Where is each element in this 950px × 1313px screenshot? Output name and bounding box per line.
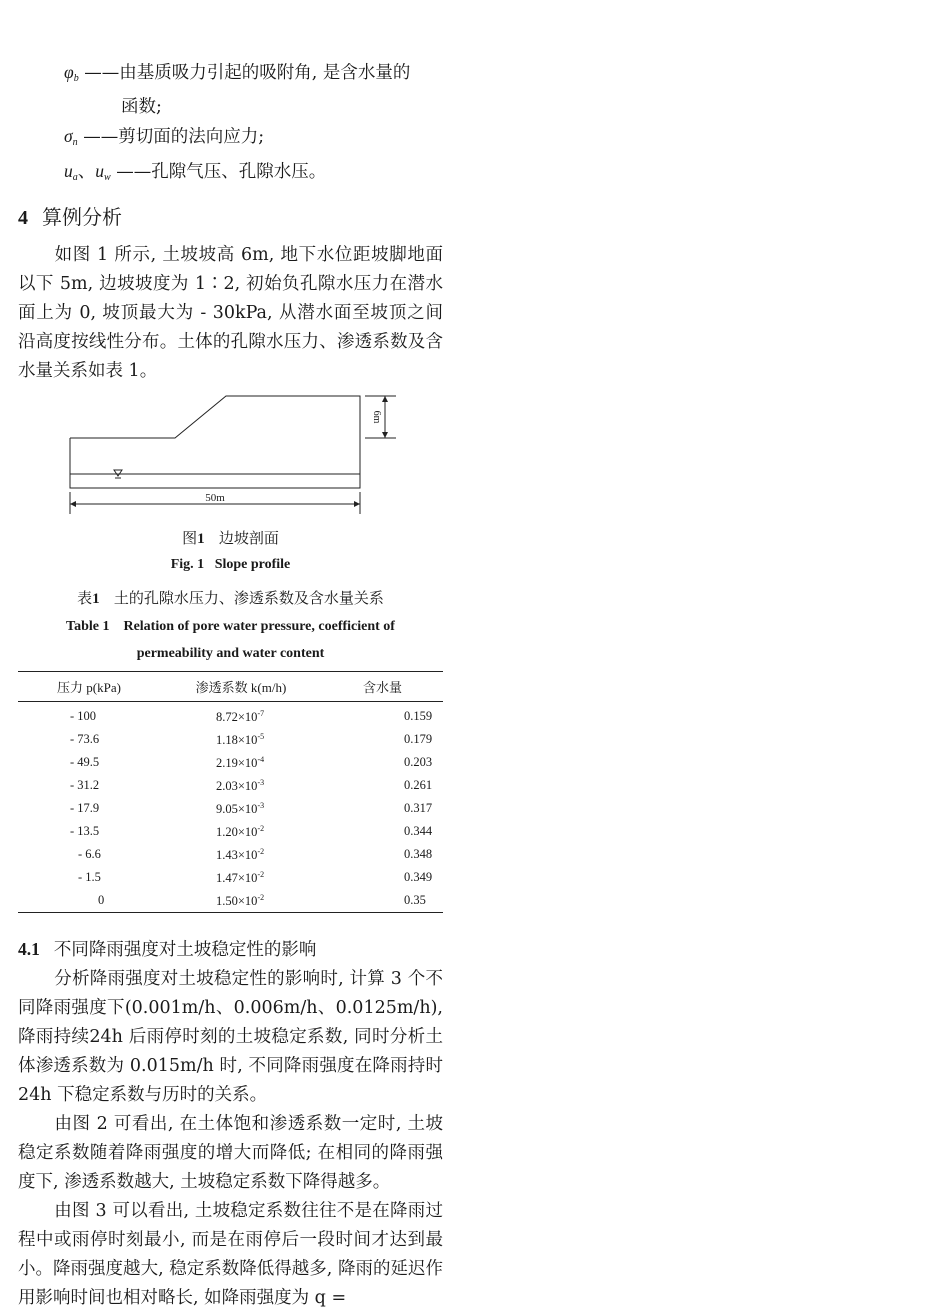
cell-pressure: - 73.6	[70, 732, 100, 746]
width-arrow-right	[354, 501, 360, 507]
symbol-sub-n: n	[72, 137, 78, 148]
width-arrow-left	[70, 501, 76, 507]
caption-text: 边坡剖面	[218, 529, 279, 547]
symbol-sigma: σ	[64, 126, 73, 146]
cell-permeability	[160, 889, 322, 913]
symbol-u: u	[64, 161, 73, 181]
cell-permeability	[160, 797, 322, 820]
table-caption-prefix: 表	[77, 589, 93, 607]
caption-number: 1	[197, 531, 205, 547]
table-row	[18, 751, 443, 774]
subsection-number: 4.1	[18, 939, 40, 959]
data-table	[18, 671, 443, 913]
slope-profile-diagram	[18, 394, 443, 519]
cell-k-mantissa: 8.72×10	[216, 709, 258, 724]
paragraph-41a-text: 分析降雨强度对土坡稳定性的影响时, 计算 3 个不同降雨强度下(0.001m/h、0.006m/h、0.0125m/h), 降雨持续24h 后雨停时刻的土坡稳定系数, 同时分析土体渗透系数为 0.015m/h 时, 不同降雨强度在降雨持时 24h 下稳定系数与历时的关系。	[18, 969, 443, 1105]
cell-k-exponent: -2	[257, 846, 265, 856]
paragraph-41c	[18, 1197, 443, 1313]
cell-water-content: 0.349	[404, 870, 433, 884]
cell-k-mantissa: 2.03×10	[216, 778, 258, 793]
figure-caption-en	[18, 552, 443, 578]
paragraph-41c-text: 由图 3 可以看出, 土坡稳定系数往往不是在降雨过程中或雨停时刻最小, 而是在雨停后一段时间才达到最小。降雨强度越大, 稳定系数降低得越多, 降雨的延迟作用影响时间也相对略长, 如降雨强度为 q =	[18, 1201, 443, 1308]
cell-permeability	[160, 774, 322, 797]
text-column	[18, 58, 443, 1313]
table-row	[18, 889, 443, 913]
cell-permeability	[160, 866, 322, 889]
cell-permeability	[160, 728, 322, 751]
cell-water-content: 0.35	[322, 889, 443, 913]
table-caption-cn	[18, 584, 443, 613]
definition-text-cont: 函数;	[121, 97, 162, 117]
table-row	[18, 728, 443, 751]
definition-text: ——剪切面的法向应力;	[83, 127, 265, 147]
height-arrow-bottom	[382, 432, 388, 438]
figure-slope-profile	[18, 394, 443, 519]
header-pressure: 压力 p(kPa)	[18, 672, 160, 702]
cell-k-exponent: -7	[257, 708, 265, 718]
cell-water-content: 0.203	[404, 755, 433, 769]
figure-caption-cn	[18, 525, 443, 552]
table-row	[18, 820, 443, 843]
width-label: 50m	[205, 492, 225, 504]
table-caption-en-2: permeability and water content	[136, 646, 325, 661]
cell-k-mantissa: 9.05×10	[216, 801, 258, 816]
cell-k-exponent: -2	[257, 823, 265, 833]
subsection-title: 不同降雨强度对土坡稳定性的影响	[53, 940, 317, 960]
caption-en-text: Slope profile	[214, 557, 291, 572]
table-row	[18, 702, 443, 729]
cell-water-content: 0.344	[404, 824, 433, 838]
cell-pressure: - 1.5	[78, 870, 101, 884]
table-row	[18, 866, 443, 889]
caption-en-prefix: Fig. 1	[170, 557, 205, 572]
definition-ua-uw	[18, 157, 443, 192]
height-arrow-top	[382, 396, 388, 402]
definition-phi-b-cont	[18, 93, 443, 122]
symbol-sub-w: w	[104, 172, 111, 183]
cell-k-mantissa: 1.20×10	[216, 824, 258, 839]
cell-permeability	[160, 820, 322, 843]
cell-k-mantissa: 1.47×10	[216, 870, 258, 885]
cell-k-exponent: -4	[257, 754, 265, 764]
paragraph-41b	[18, 1110, 443, 1197]
cell-water-content: 0.159	[404, 709, 433, 723]
cell-k-mantissa: 1.18×10	[216, 732, 258, 747]
symbol-u2: u	[95, 161, 104, 181]
table-row	[18, 774, 443, 797]
table-row	[18, 843, 443, 866]
cell-k-exponent: -2	[257, 869, 265, 879]
section-heading-4-1	[18, 935, 443, 965]
cell-k-mantissa: 1.50×10	[216, 893, 258, 908]
cell-pressure: - 13.5	[70, 824, 100, 838]
section-title: 算例分析	[42, 205, 122, 229]
table-caption-en-1: Table 1 Relation of pore water pressure, coefficient of	[66, 619, 395, 634]
cell-permeability	[160, 751, 322, 774]
cell-water-content: 0.261	[404, 778, 433, 792]
paragraph-intro	[18, 241, 443, 386]
paragraph-41b-text: 由图 2 可看出, 在土体饱和渗透系数一定时, 土坡稳定系数随着降雨强度的增大而降低; 在相同的降雨强度下, 渗透系数越大, 土坡稳定系数下降得越多。	[18, 1114, 443, 1192]
definition-text: ——孔隙气压、孔隙水压。	[116, 162, 327, 182]
paragraph-41a	[18, 965, 443, 1110]
cell-k-exponent: -3	[257, 800, 265, 810]
height-label: 6m	[371, 410, 382, 424]
cell-k-mantissa: 2.19×10	[216, 755, 258, 770]
cell-pressure: - 31.2	[70, 778, 100, 792]
cell-k-exponent: -2	[257, 892, 265, 902]
section-heading-4	[18, 202, 443, 233]
symbol-sub-a: a	[72, 172, 78, 183]
symbol-phi: φ	[64, 62, 74, 82]
cell-pressure: - 49.5	[70, 755, 100, 769]
symbol-separator: 、	[77, 162, 96, 182]
table-row	[18, 797, 443, 820]
cell-water-content: 0.348	[404, 847, 433, 861]
caption-prefix: 图	[182, 529, 198, 547]
table-caption-number: 1	[92, 591, 100, 607]
cell-water-content: 0.179	[404, 732, 433, 746]
header-permeability: 渗透系数 k(m/h)	[160, 672, 322, 702]
cell-permeability	[160, 702, 322, 729]
definition-sigma-n	[18, 122, 443, 157]
section-number: 4	[18, 207, 28, 229]
header-water-content: 含水量	[322, 672, 443, 702]
cell-pressure: - 6.6	[78, 847, 101, 861]
cell-pressure: 0	[18, 889, 160, 913]
table-header-row	[18, 672, 443, 702]
cell-pressure: - 100	[70, 709, 97, 723]
cell-k-exponent: -5	[257, 731, 265, 741]
cell-k-exponent: -3	[257, 777, 265, 787]
definition-phi-b	[18, 58, 443, 93]
cell-water-content: 0.317	[404, 801, 433, 815]
paragraph-intro-text: 如图 1 所示, 土坡坡高 6m, 地下水位距坡脚地面以下 5m, 边坡坡度为 1∶2, 初始负孔隙水压力在潜水面上为 0, 坡顶最大为 - 30kPa, 从潜水面至坡顶之间沿高度按线性分布。土体的孔隙水压力、渗透系数及含水量关系如表 1。	[18, 245, 443, 381]
cell-k-mantissa: 1.43×10	[216, 847, 258, 862]
cell-permeability	[160, 843, 322, 866]
table-body	[18, 702, 443, 913]
symbol-sub-b: b	[73, 73, 79, 84]
cell-pressure: - 17.9	[70, 801, 100, 815]
table-caption-text: 土的孔隙水压力、渗透系数及含水量关系	[113, 589, 384, 607]
definition-text: ——由基质吸力引起的吸附角, 是含水量的	[84, 63, 411, 83]
